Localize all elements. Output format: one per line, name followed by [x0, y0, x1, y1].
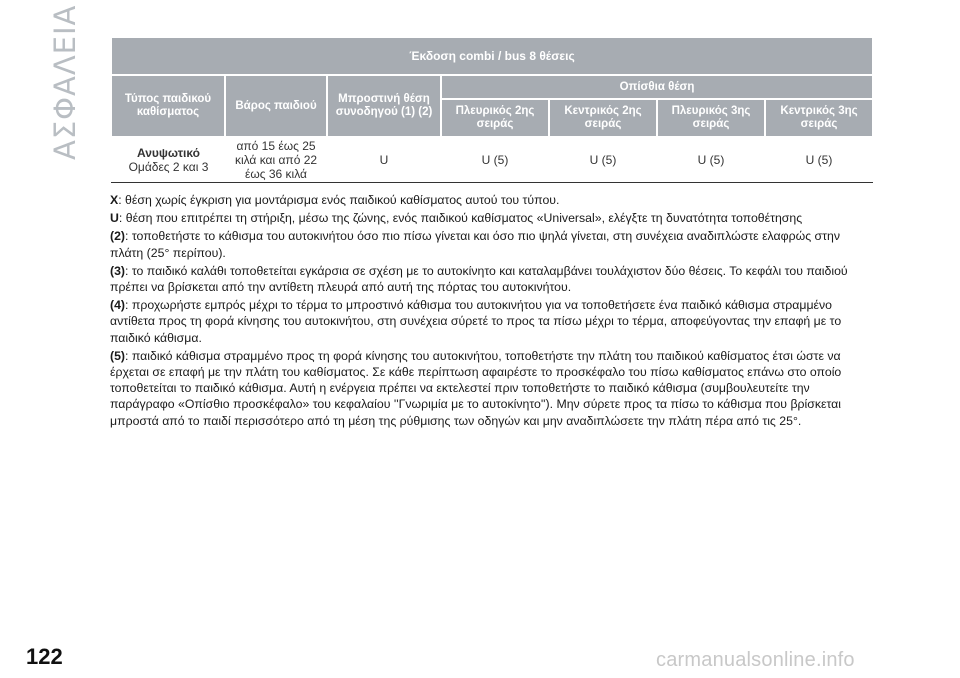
- notes: [110, 192, 872, 431]
- note-4: [110, 297, 872, 346]
- cell-rear-side-3: U (5): [657, 137, 765, 183]
- section-title: ΑΣΦΑΛΕΙΑ: [48, 4, 82, 160]
- note-key: (3): [110, 263, 126, 278]
- note-3: [110, 263, 872, 295]
- table-row: [111, 137, 873, 183]
- note-text: : θέση χωρίς έγκριση για μοντάρισμα ενός παιδικού καθίσματος αυτού του τύπου.: [118, 193, 560, 207]
- header-weight: Βάρος παιδιού: [225, 75, 327, 137]
- seat-type-name: Ανυψωτικό: [136, 146, 201, 160]
- note-text: : το παιδικό καλάθι τοποθετείται εγκάρσια σε σχέση με το αυτοκίνητο και καταλαμβάνει τουλάχιστον δύο θέσεις. Το κεφάλι του παιδιού πρέπει να βρίσκεται από την αντίθετη πλευρά από αυτή της πόρτας του αυτοκινήτου.: [110, 263, 848, 295]
- note-key: X: [110, 193, 119, 207]
- note-5: [110, 348, 872, 429]
- note-x: [110, 192, 872, 208]
- note-u: [110, 210, 872, 226]
- header-rear-side-2: Πλευρικός 2ης σειράς: [441, 99, 549, 137]
- note-key: U: [110, 211, 119, 226]
- header-seat-type: Τύπος παιδικού καθίσματος: [111, 75, 225, 137]
- note-2: [110, 228, 872, 260]
- header-rear-side-3: Πλευρικός 3ης σειράς: [657, 99, 765, 137]
- note-key: (2): [110, 229, 126, 244]
- header-rear-group: Οπίσθια θέση: [441, 75, 873, 99]
- note-key: (4): [110, 298, 126, 313]
- note-text: : τοποθετήστε το κάθισμα του αυτοκινήτου όσο πιο πίσω γίνεται και όσο πιο ψηλά γίνεται, στη συνέχεια αναδιπλώστε ελαφρώς στην πλάτη (25° περίπου).: [110, 229, 840, 260]
- cell-rear-center-3: U (5): [765, 137, 873, 183]
- cell-front: U: [327, 137, 441, 183]
- note-text: : προχωρήστε εμπρός μέχρι το τέρμα το μπροστινό κάθισμα του αυτοκινήτου για να τοποθετήσετε ένα παιδικό κάθισμα στραμμένο αντίθετα προς τη φορά κίνησης του αυτοκινήτου, στη συνέχεια σύρετέ το προς τα πίσω μέχρι το τέρμα, αποφεύγοντας την επαφή με το παιδικό κάθισμα.: [110, 298, 842, 345]
- cell-weight: από 15 έως 25 κιλά και από 22 έως 36 κιλά: [225, 137, 327, 183]
- header-rear-center-3: Κεντρικός 3ης σειράς: [765, 99, 873, 137]
- header-rear-center-2: Κεντρικός 2ης σειράς: [549, 99, 657, 137]
- note-text: : παιδικό κάθισμα στραμμένο προς τη φορά κίνησης του αυτοκινήτου, τοποθετήστε την πλάτη του παιδικού καθίσματος έτσι ώστε να έρχεται σε επαφή με την πλάτη του καθίσματος. Σε κάθε περίπτωση αφαιρέστε το προσκέφαλο του πίσω καθίσματος επάνω στο οποίο τοποθετείται το παιδικό κάθισμα. Αυτή η ενέργεια πρέπει να εκτελεστεί πριν τοποθετήστε το παιδικό κάθισμα (συμβουλευτείτε την παράγραφο «Οπίσθιο προσκέφαλο» του κεφαλαίου ''Γνωριμία με το αυτοκίνητο''). Μην σύρετε προς τα πίσω το κάθισμα που βρίσκεται μπροστά από το παιδί περισσότερο από τη μέση της ρύθμισης των οδηγών και μην αναδιπλώσετε την πλάτη πέρα από τις 25°.: [110, 348, 842, 428]
- cell-seat-type: [111, 137, 225, 183]
- note-key: (5): [110, 348, 126, 363]
- header-front-seat: Μπροστινή θέση συνοδηγού (1) (2): [327, 75, 441, 137]
- page-number: 122: [26, 644, 63, 669]
- seat-type-groups: Ομάδες 2 και 3: [128, 160, 209, 174]
- child-seat-table: [110, 36, 874, 183]
- cell-rear-side-2: U (5): [441, 137, 549, 183]
- note-text: : θέση που επιτρέπει τη στήριξη, μέσω της ζώνης, ενός παιδικού καθίσματος «Universal», ελέγξτε τη δυνατότητα τοποθέτησης: [118, 211, 803, 226]
- watermark: carmanualsonline.info: [656, 649, 855, 671]
- cell-rear-center-2: U (5): [549, 137, 657, 183]
- table-title: Έκδοση combi / bus 8 θέσεις: [111, 37, 873, 75]
